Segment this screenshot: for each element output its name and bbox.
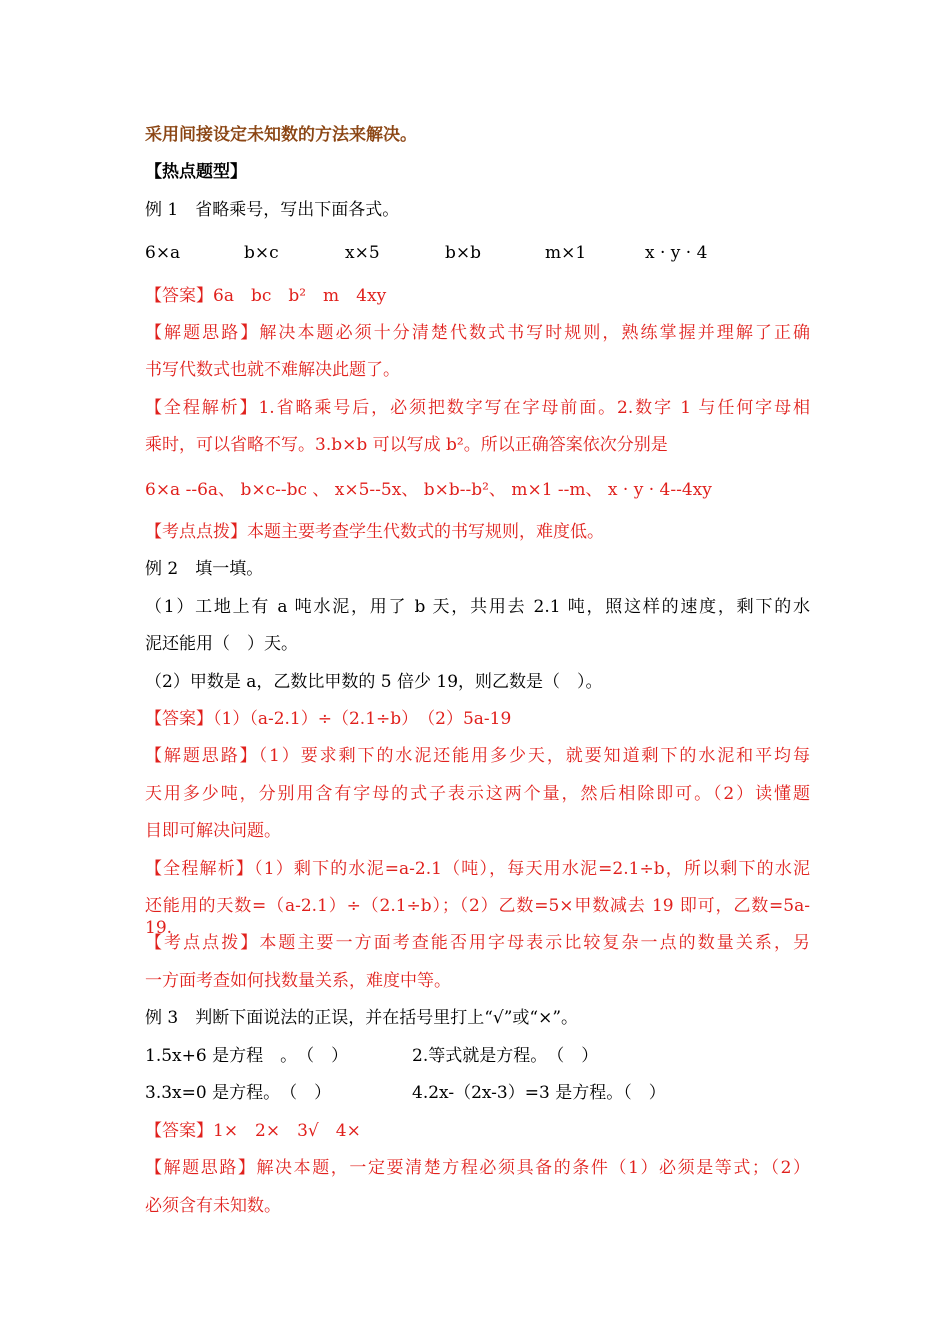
example1-analysis-line2: 乘时，可以省略不写。3.b×b 可以写成 b²。所以正确答案依次分别是 bbox=[145, 435, 668, 455]
example2-title: 例 2 填一填。 bbox=[145, 559, 264, 579]
example1-thought-line2: 书写代数式也就不难解决此题了。 bbox=[145, 360, 400, 380]
example1-item: b×c bbox=[244, 243, 279, 263]
example1-item: 6×a bbox=[145, 243, 181, 263]
example1-answer: 【答案】6a bc b² m 4xy bbox=[145, 286, 387, 306]
example1-item: m×1 bbox=[545, 243, 587, 263]
example3-statement: 1.5x+6 是方程 。 （ ） bbox=[145, 1046, 349, 1066]
example1-item: b×b bbox=[445, 243, 482, 263]
example3-thought-line1: 【解题思路】解决本题，一定要清楚方程必须具备的条件（1）必须是等式；（2） bbox=[145, 1158, 810, 1178]
example3-thought-line2: 必须含有未知数。 bbox=[145, 1196, 281, 1216]
example1-item: x · y · 4 bbox=[645, 243, 708, 263]
example2-thought-line3: 目即可解决问题。 bbox=[145, 821, 281, 841]
example2-analysis-line1: 【全程解析】（1）剩下的水泥=a-2.1（吨），每天用水泥=2.1÷b，所以剩下的水泥 bbox=[145, 859, 810, 879]
example2-point-line1: 【考点点拨】本题主要一方面考查能否用字母表示比较复杂一点的数量关系，另 bbox=[145, 933, 810, 953]
example2-q1-line1: （1）工地上有 a 吨水泥，用了 b 天，共用去 2.1 吨，照这样的速度，剩下的水 bbox=[145, 597, 810, 617]
example3-statement: 2.等式就是方程。 （ ） bbox=[412, 1046, 599, 1066]
example2-analysis-line2: 还能用的天数=（a-2.1）÷（2.1÷b）；（2）乙数=5×甲数减去 19 即可，乙数=5a-19. bbox=[145, 896, 810, 938]
example1-point: 【考点点拨】本题主要考查学生代数式的书写规则，难度低。 bbox=[145, 522, 604, 542]
example1-title: 例 1 省略乘号，写出下面各式。 bbox=[145, 200, 400, 220]
example3-statement: 4.2x-（2x-3）=3 是方程。（ ） bbox=[412, 1083, 666, 1103]
example2-q1-line2: 泥还能用（ ）天。 bbox=[145, 634, 298, 654]
example3-title: 例 3 判断下面说法的正误，并在括号里打上“√”或“×”。 bbox=[145, 1008, 579, 1028]
example2-thought-line1: 【解题思路】（1）要求剩下的水泥还能用多少天，就要知道剩下的水泥和平均每 bbox=[145, 746, 810, 766]
section-title: 【热点题型】 bbox=[145, 162, 247, 182]
example1-thought-line1: 【解题思路】解决本题必须十分清楚代数式书写时规则，熟练掌握并理解了正确 bbox=[145, 323, 810, 343]
example1-analysis-line3: 6×a --6a、 b×c--bc 、 x×5--5x、 b×b--b²、 m×1 --m、 x · y · 4--4xy bbox=[145, 480, 712, 500]
example2-thought-line2: 天用多少吨，分别用含有字母的式子表示这两个量，然后相除即可。（2）读懂题 bbox=[145, 784, 810, 804]
example3-statement: 3.3x=0 是方程。 （ ） bbox=[145, 1083, 332, 1103]
example1-analysis-line1: 【全程解析】1.省略乘号后，必须把数字写在字母前面。2.数字 1 与任何字母相 bbox=[145, 398, 810, 418]
example1-item: x×5 bbox=[345, 243, 380, 263]
example2-q2: （2）甲数是 a，乙数比甲数的 5 倍少 19，则乙数是（ ）。 bbox=[145, 672, 603, 692]
example2-answer: 【答案】（1）（a-2.1）÷（2.1÷b） （2）5a-19 bbox=[145, 709, 512, 729]
example3-answer: 【答案】1× 2× 3√ 4× bbox=[145, 1121, 361, 1141]
intro-text: 采用间接设定未知数的方法来解决。 bbox=[145, 125, 417, 145]
example2-point-line2: 一方面考查如何找数量关系，难度中等。 bbox=[145, 971, 451, 991]
